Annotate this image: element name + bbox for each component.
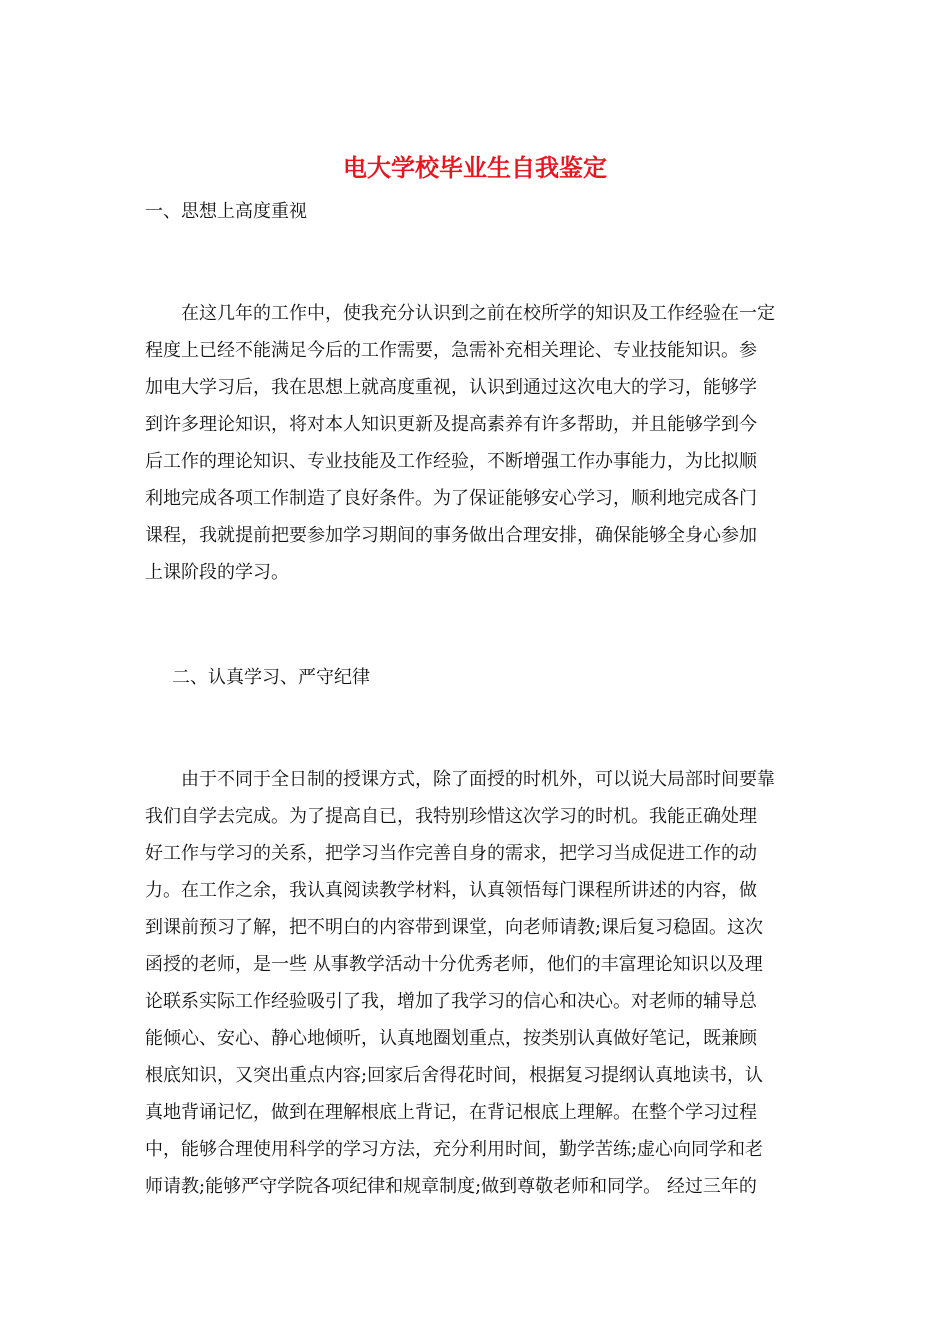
paragraph-line: 师请教;能够严守学院各项纪律和规章制度;做到尊敬老师和同学。 经过三年的 bbox=[145, 1176, 757, 1197]
section-heading-1: 一、思想上高度重视 bbox=[145, 201, 307, 222]
section-paragraph-1 bbox=[145, 295, 815, 591]
paragraph-line: 论联系实际工作经验吸引了我，增加了我学习的信心和决心。对老师的辅导总 bbox=[145, 991, 757, 1012]
paragraph-line: 上课阶段的学习。 bbox=[145, 562, 289, 583]
paragraph-line: 到课前预习了解，把不明白的内容带到课堂，向老师请教;课后复习稳固。这次 bbox=[145, 917, 764, 938]
paragraph-line: 加电大学习后，我在思想上就高度重视，认识到通过这次电大的学习，能够学 bbox=[145, 377, 757, 398]
paragraph-line: 好工作与学习的关系，把学习当作完善自身的需求，把学习当成促进工作的动 bbox=[145, 843, 757, 864]
paragraph-line: 程度上已经不能满足今后的工作需要，急需补充相关理论、专业技能知识。参 bbox=[145, 340, 757, 361]
paragraph-line: 函授的老师，是一些 从事教学活动十分优秀老师，他们的丰富理论知识以及理 bbox=[145, 954, 763, 975]
paragraph-line: 能倾心、安心、静心地倾听，认真地圈划重点，按类别认真做好笔记，既兼顾 bbox=[145, 1028, 757, 1049]
paragraph-line: 力。在工作之余，我认真阅读教学材料，认真领悟每门课程所讲述的内容，做 bbox=[145, 880, 757, 901]
paragraph-line: 根底知识，又突出重点内容;回家后舍得花时间，根据复习提纲认真地读书，认 bbox=[145, 1065, 764, 1086]
paragraph-line: 利地完成各项工作制造了良好条件。为了保证能够安心学习，顺利地完成各门 bbox=[145, 488, 757, 509]
section-paragraph-2 bbox=[145, 761, 815, 1205]
paragraph-line: 到许多理论知识，将对本人知识更新及提高素养有许多帮助，并且能够学到今 bbox=[145, 414, 757, 435]
paragraph-line: 由于不同于全日制的授课方式，除了面授的时机外，可以说大局部时间要靠 bbox=[145, 769, 775, 790]
section-heading-2: 二、认真学习、严守纪律 bbox=[172, 667, 370, 688]
paragraph-line: 中，能够合理使用科学的学习方法，充分利用时间，勤学苦练;虚心向同学和老 bbox=[145, 1139, 764, 1160]
paragraph-line: 在这几年的工作中，使我充分认识到之前在校所学的知识及工作经验在一定 bbox=[145, 303, 775, 324]
paragraph-line: 后工作的理论知识、专业技能及工作经验，不断增强工作办事能力，为比拟顺 bbox=[145, 451, 757, 472]
paragraph-line: 课程，我就提前把要参加学习期间的事务做出合理安排，确保能够全身心参加 bbox=[145, 525, 757, 546]
document-title: 电大学校毕业生自我鉴定 bbox=[343, 153, 607, 182]
paragraph-line: 我们自学去完成。为了提高自已，我特别珍惜这次学习的时机。我能正确处理 bbox=[145, 806, 757, 827]
paragraph-line: 真地背诵记忆，做到在理解根底上背记，在背记根底上理解。在整个学习过程 bbox=[145, 1102, 757, 1123]
